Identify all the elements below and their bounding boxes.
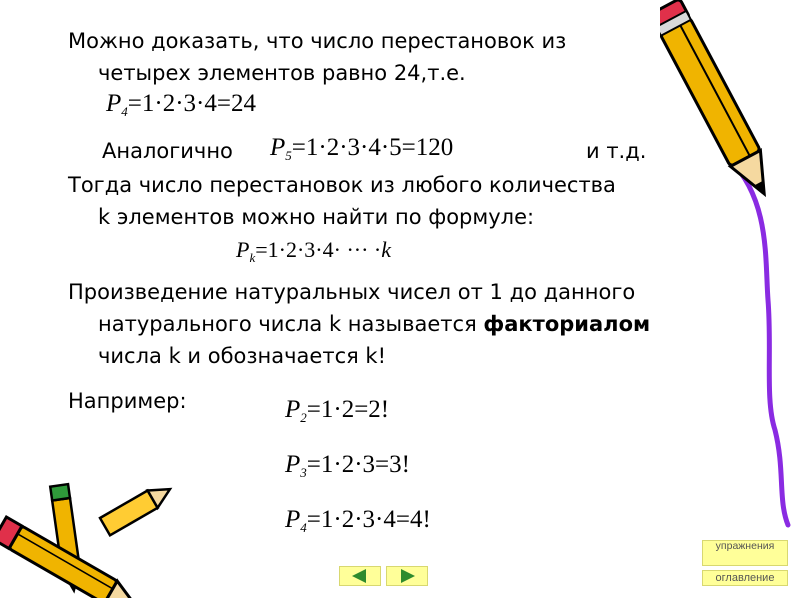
pencils-decoration-left xyxy=(0,478,180,598)
triangle-right-icon xyxy=(387,567,427,585)
prev-slide-button[interactable] xyxy=(339,566,381,586)
example-p4: $P_4=1\cdot 2\cdot 3\cdot 4=4$! xyxy=(285,506,431,535)
paragraph-2-line-2: k элементов можно найти по формуле: xyxy=(98,205,535,229)
factorial-term: факториалом xyxy=(483,312,651,336)
pencil-decoration-right xyxy=(660,0,800,530)
example-p3: $P_3=1\cdot 2\cdot 3=3$! xyxy=(285,451,410,480)
paragraph-3-line-2: натурального числа k называется факториалом xyxy=(98,312,651,336)
etc-label: и т.д. xyxy=(586,139,647,163)
next-slide-button[interactable] xyxy=(386,566,428,586)
example-p2: $P_2=1\cdot 2=2$! xyxy=(285,396,390,425)
paragraph-3-line-1: Произведение натуральных чисел от 1 до данного xyxy=(68,280,636,304)
triangle-left-icon xyxy=(340,567,380,585)
formula-p4: $P_4=1\cdot 2\cdot 3\cdot 4=24$ xyxy=(106,90,256,119)
exercises-link[interactable]: упражнения xyxy=(702,540,788,566)
paragraph-2-line-1: Тогда число перестановок из любого количества xyxy=(68,173,616,197)
formula-p5: $P_5=1\cdot 2\cdot 3\cdot 4\cdot 5=120$ xyxy=(270,134,454,163)
paragraph-1-line-2: четырех элементов равно 24,т.е. xyxy=(98,61,466,85)
analog-label: Аналогично xyxy=(102,139,233,163)
paragraph-1-line-1: Можно доказать, что число перестановок из xyxy=(68,29,567,53)
contents-link[interactable]: оглавление xyxy=(702,570,788,586)
example-label: Например: xyxy=(68,389,187,413)
formula-pk: $P_k=1\cdot 2\cdot 3\cdot 4\cdot$ ··· ·k xyxy=(236,237,392,265)
paragraph-3-line-3: числа k и обозначается k! xyxy=(98,344,387,368)
